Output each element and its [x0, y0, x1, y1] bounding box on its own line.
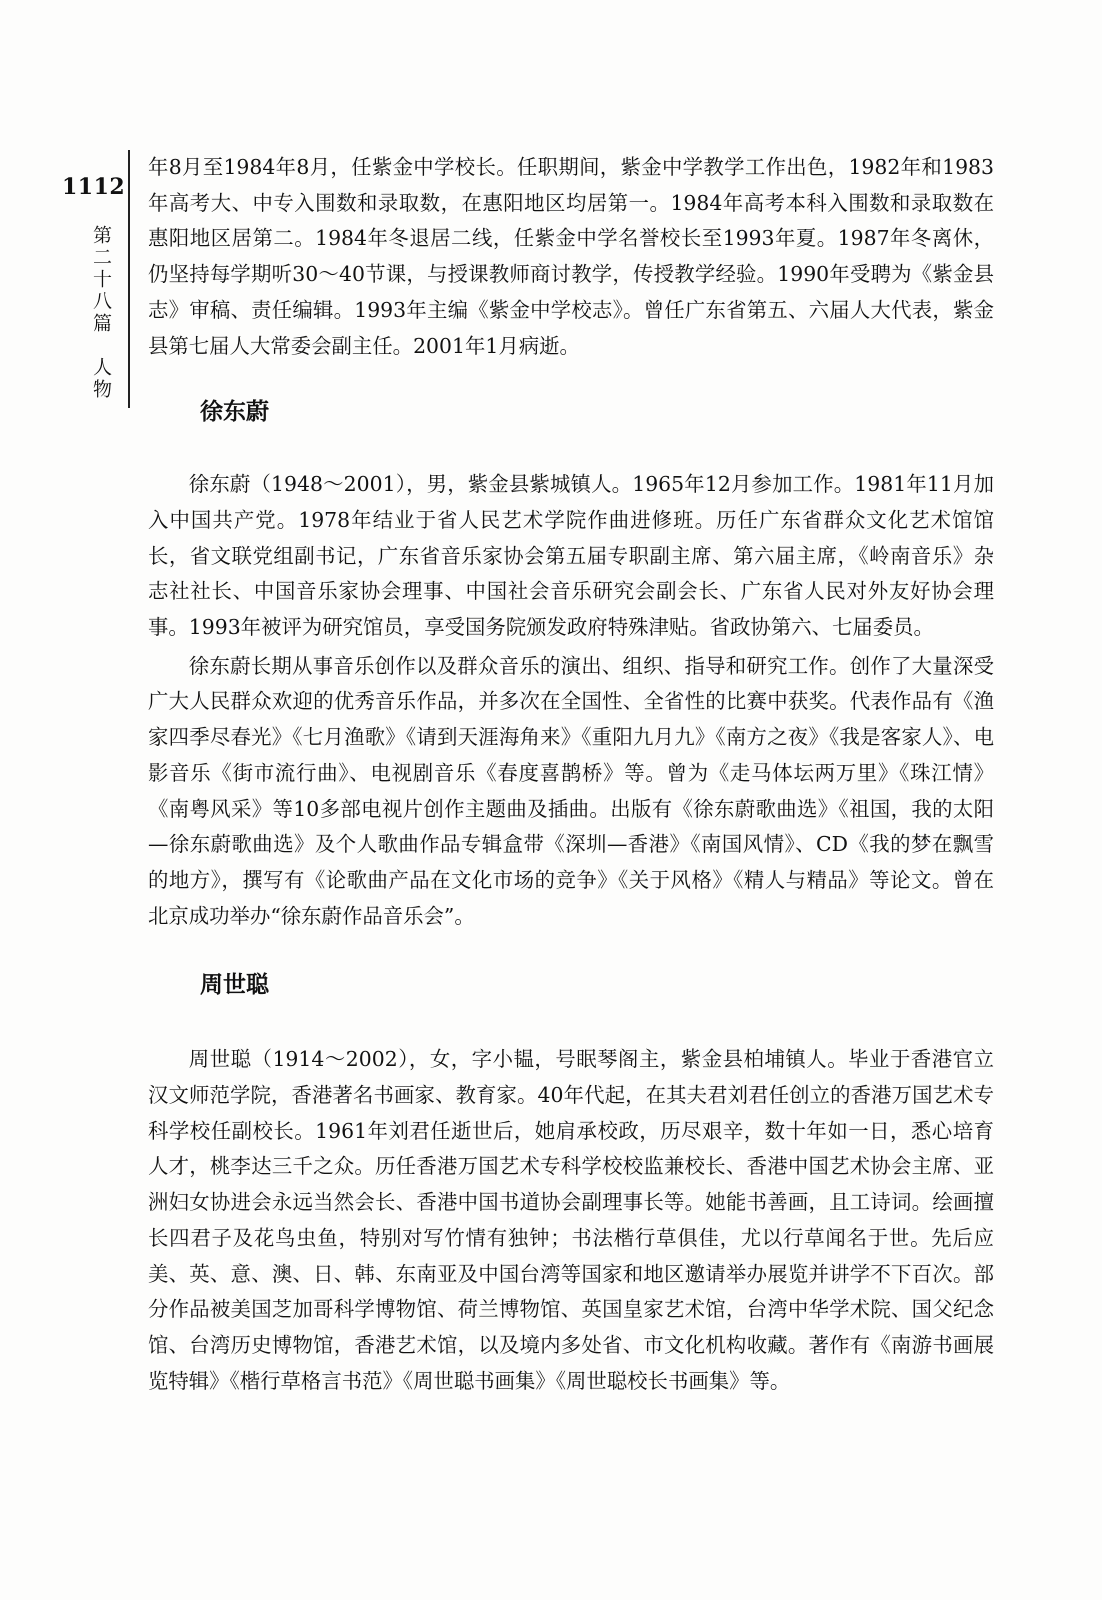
biography-paragraph: 徐东蔚（1948～2001），男，紫金县紫城镇人。1965年12月参加工作。1981年11月加入中国共产党。1978年结业于省人民艺术学院作曲进修班。历任广东省群众文化艺术馆馆长，省文联党组副书记，广东省音乐家协会第五届专职副主席、第六届主席，《岭南音乐》杂志社社长、中国音乐家协会理事、中国社会音乐研究会副会长、广东省人民对外友好协会理事。1993年被评为研究馆员，享受国务院颁发政府特殊津贴。省政协第六、七届委员。 — [148, 472, 994, 640]
biography-paragraph: 周世聪（1914～2002），女，字小韫，号眠琴阁主，紫金县柏埔镇人。毕业于香港官立汉文师范学院，香港著名书画家、教育家。40年代起，在其夫君刘君任创立的香港万国艺术专科学校任副校长。1961年刘君任逝世后，她肩承校政，历尽艰辛，数十年如一日，悉心培育人才，桃李达三千之众。历任香港万国艺术专科学校校监兼校长、香港中国艺术协会主席、亚洲妇女协进会永远当然会长、香港中国书道协会副理事长等。她能书善画，且工诗词。绘画擅长四君子及花鸟虫鱼，特别对写竹情有独钟；书法楷行草俱佳，尤以行草闻名于世。先后应美、英、意、澳、日、韩、东南亚及中国台湾等国家和地区邀请举办展览并讲学不下百次。部分作品被美国芝加哥科学博物馆、荷兰博物馆、英国皇家艺术馆，台湾中华学术院、国父纪念馆、台湾历史博物馆，香港艺术馆，以及境内多处省、市文化机构收藏。著作有《南游书画展览特辑》《楷行草格言书范》《周世聪书画集》《周世聪校长书画集》等。 — [148, 1047, 994, 1393]
biography-paragraph: 徐东蔚长期从事音乐创作以及群众音乐的演出、组织、指导和研究工作。创作了大量深受广大人民群众欢迎的优秀音乐作品，并多次在全国性、全省性的比赛中获奖。代表作品有《渔家四季尽春光》《七月渔歌》《请到天涯海角来》《重阳九月九》《南方之夜》《我是客家人》、电影音乐《街市流行曲》、电视剧音乐《春度喜鹊桥》等。曾为《走马体坛两万里》《珠江情》《南粤风采》等10多部电视片创作主题曲及插曲。出版有《徐东蔚歌曲选》《祖国，我的太阳—徐东蔚歌曲选》及个人歌曲作品专辑盒带《深圳—香港》《南国风情》、CD《我的梦在飘雪的地方》，撰写有《论歌曲产品在文化市场的竞争》《关于风格》《精人与精品》等论文。曾在北京成功举办“徐东蔚作品音乐会”。 — [148, 653, 994, 928]
section-heading-xu-dongwei: 徐东蔚 — [200, 399, 269, 426]
margin-rule-divider — [128, 150, 130, 408]
body-text — [148, 150, 994, 1399]
continued-paragraph: 年8月至1984年8月，任紫金中学校长。任职期间，紫金中学教学工作出色，1982年和1983年高考大、中专入围数和录取数，在惠阳地区均居第一。1984年高考本科入围数和录取数在惠阳地区居第二。1984年冬退居二线，任紫金中学名誉校长至1993年夏。1987年冬离休，仍坚持每学期听30～40节课，与授课教师商讨教学，传授教学经验。1990年受聘为《紫金县志》审稿、责任编辑。1993年主编《紫金中学校志》。曾任广东省第五、六届人大代表，紫金县第七届人大常委会副主任。2001年1月病逝。 — [148, 155, 994, 358]
chapter-label: 第二十八篇 人物 — [90, 225, 112, 401]
section-heading-zhou-shicong: 周世聪 — [200, 972, 269, 999]
page-number: 1112 — [62, 174, 126, 200]
